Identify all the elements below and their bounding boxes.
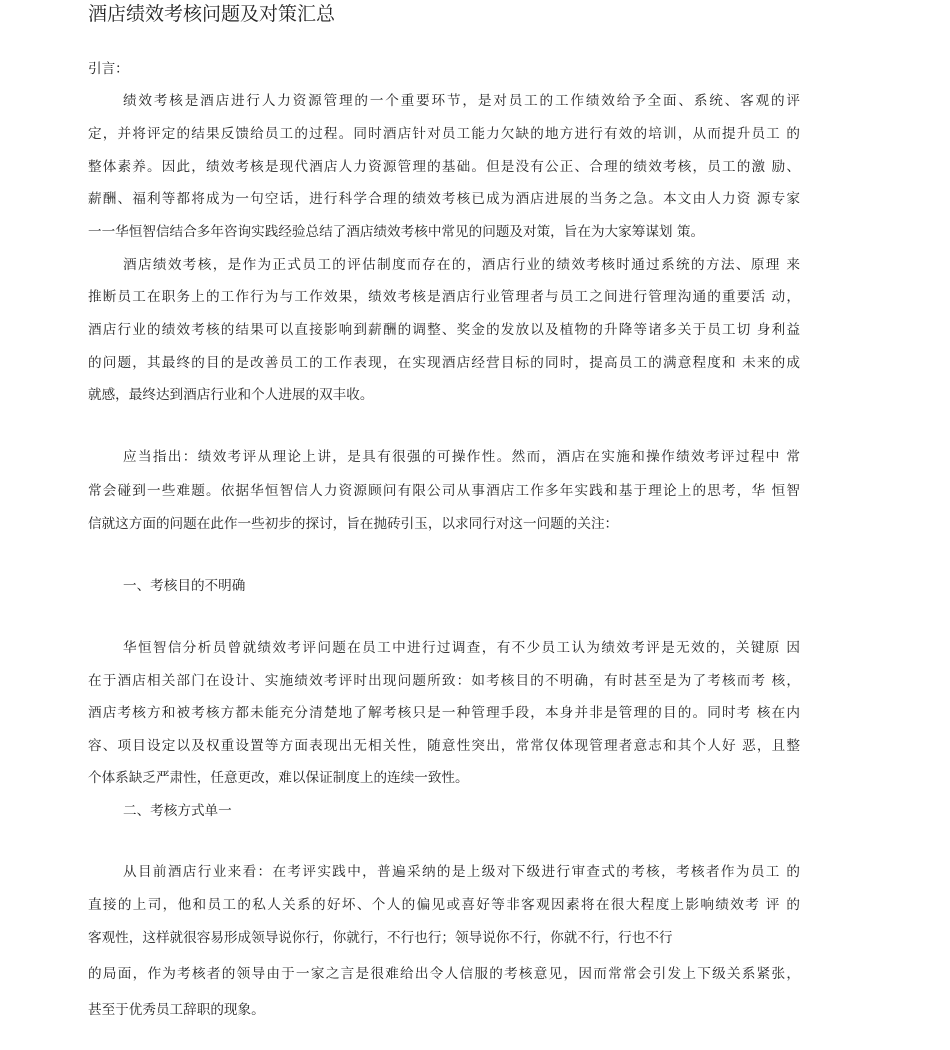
paragraph-line: 绩效考核是酒店进行人力资源管理的一个重要环节，是对员工的工作绩效给予全面、系统、客观的评 (123, 93, 800, 109)
paragraph-line: 定，并将评定的结果反馈给员工的过程。同时酒店针对员工能力欠缺的地方进行有效的培训，从而提升员工 的 (88, 126, 800, 142)
paragraph-line: 从目前酒店行业来看：在考评实践中，普遍采纳的是上级对下级进行审查式的考核，考核者作为员工 的 (123, 864, 800, 880)
paragraph-line: 整体素养。因此，绩效考核是现代酒店人力资源管理的基础。但是没有公正、合理的绩效考核，员工的激 励、 (88, 159, 800, 175)
paragraph-line: 应当指出：绩效考评从理论上讲，是具有很强的可操作性。然而，酒店在实施和操作绩效考评过程中 常 (123, 449, 800, 465)
paragraph-line: 直接的上司，他和员工的私人关系的好坏、个人的偏见或喜好等非客观因素将在很大程度上影响绩效考 评 的 (88, 897, 800, 913)
paragraph-line: 薪酬、福利等都将成为一句空话，进行科学合理的绩效考核已成为酒店进展的当务之急。本文由人力资 源专家 (88, 191, 800, 207)
paragraph-line: 酒店行业的绩效考核的结果可以直接影响到薪酬的调整、奖金的发放以及植物的升降等诸多关于员工切 身利益 (88, 322, 800, 338)
document-title: 酒店绩效考核问题及对策汇总 (88, 3, 336, 25)
section-heading: 一、考核目的不明确 (123, 578, 246, 594)
paragraph-line: 信就这方面的问题在此作一些初步的探讨，旨在抛砖引玉，以求同行对这一问题的关注： (88, 516, 619, 532)
intro-label: 引言： (88, 61, 129, 77)
paragraph-line: 的局面，作为考核者的领导由于一家之言是很难给出令人信服的考核意见，因而常常会引发上下级关系紧张， (88, 966, 800, 982)
paragraph-line: 推断员工在职务上的工作行为与工作效果，绩效考核是酒店行业管理者与员工之间进行管理沟通的重要活 动， (88, 289, 800, 305)
paragraph-line: 客观性，这样就很容易形成领导说你行，你就行，不行也行；领导说你不行，你就不行，行也不行 (88, 930, 673, 946)
paragraph-line: 华恒智信分析员曾就绩效考评问题在员工中进行过调查，有不少员工认为绩效考评是无效的，关键原 因 (123, 640, 800, 656)
paragraph-line: 容、项目设定以及权重设置等方面表现出无相关性，随意性突出，常常仅体现管理者意志和其个人好 恶，且整 (88, 738, 800, 754)
paragraph-line: 常会碰到一些难题。依据华恒智信人力资源顾问有限公司从事酒店工作多年实践和基于理论上的思考，华 恒智 (88, 483, 800, 499)
paragraph-line: 甚至于优秀员工辞职的现象。 (88, 1002, 265, 1018)
paragraph-line: 个体系缺乏严肃性，任意更改，难以保证制度上的连续一致性。 (88, 770, 469, 786)
paragraph-line: 酒店绩效考核，是作为正式员工的评估制度而存在的，酒店行业的绩效考核时通过系统的方法、原理 来 (123, 257, 800, 273)
paragraph-line: 的问题，其最终的目的是改善员工的工作表现，在实现酒店经营目标的同时，提高员工的满意程度和 未来的成 (88, 355, 800, 371)
paragraph-line: 酒店考核方和被考核方都未能充分清楚地了解考核只是一种管理手段，本身并非是管理的目的。同时考 核在内 (88, 705, 800, 721)
section-heading: 二、考核方式单一 (123, 803, 232, 819)
paragraph-line: 在于酒店相关部门在设计、实施绩效考评时出现问题所致：如考核目的不明确，有时甚至是为了考核而考 核， (88, 673, 800, 689)
paragraph-line: 一一华恒智信结合多年咨询实践经验总结了酒店绩效考核中常见的问题及对策，旨在为大家筹谋划 策。 (88, 224, 705, 240)
paragraph-line: 就感，最终达到酒店行业和个人进展的双丰收。 (88, 387, 374, 403)
